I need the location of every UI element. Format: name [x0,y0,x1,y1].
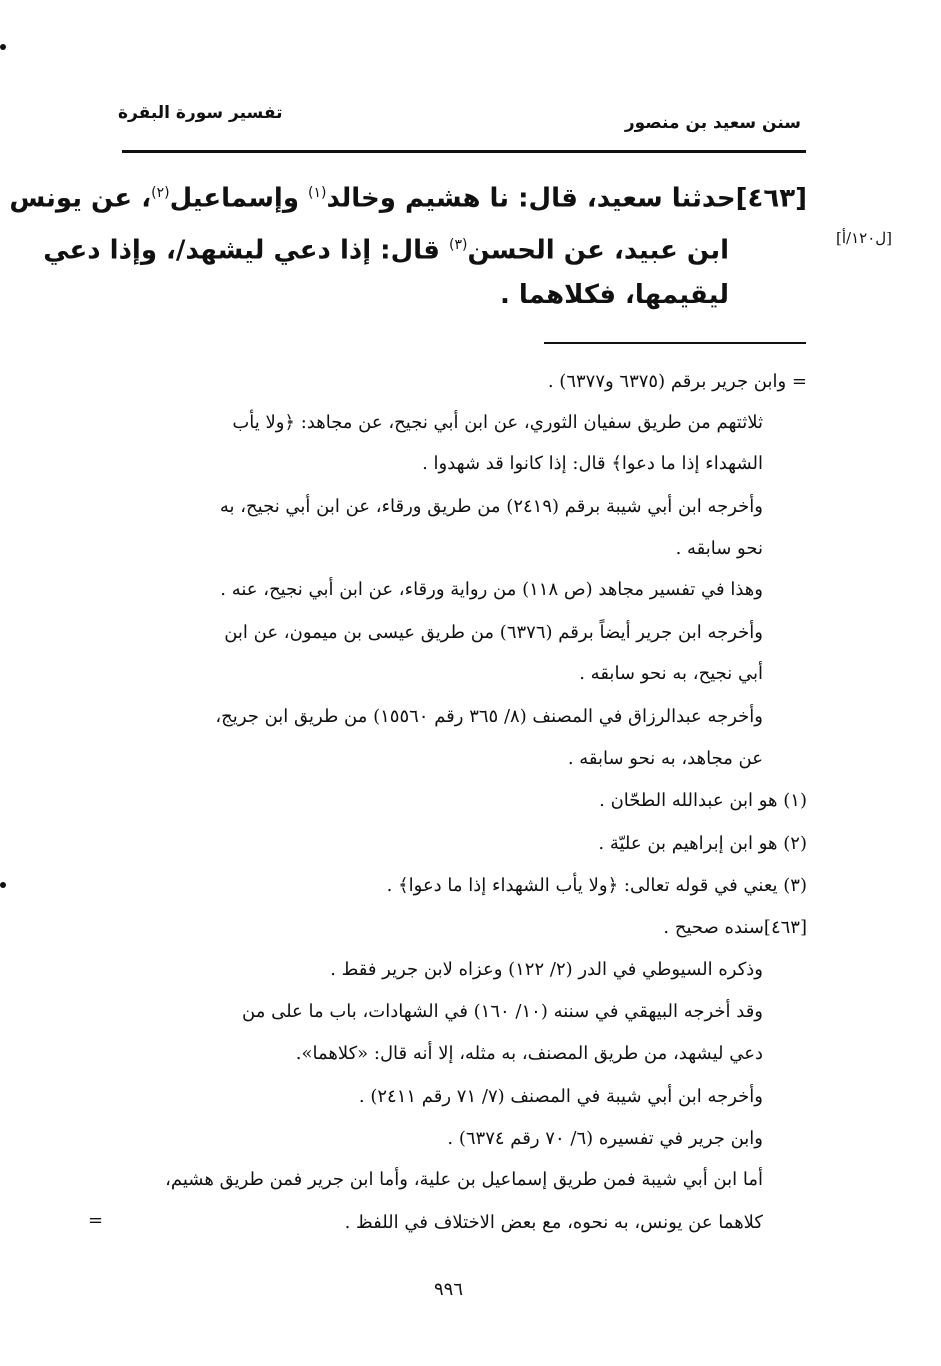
note-line: أبي نجيح، به نحو سابقه . [579,663,763,684]
note-line: وقد أخرجه البيهقي في سننه (١٠/ ١٦٠) في الشهادات، باب ما على من [242,1001,763,1022]
note-line: وابن جرير في تفسيره (٦/ ٧٠ رقم ٦٣٧٤) . [447,1128,763,1149]
hadith-matn-bold: إذا دعي ليشهد/، وإذا دعي [43,235,372,266]
footnote-2: (٢) هو ابن إبراهيم بن عليّة . [598,833,807,854]
header-rule [122,150,806,153]
margin-dot-top [0,44,6,50]
margin-dot-middle [0,882,6,888]
note-line: دعي ليشهد، من طريق المصنف، به مثله، إلا أنه قال: «كلاهما». [295,1043,763,1064]
note-line: نحو سابقه . [675,538,763,559]
footnote-3: (٣) يعني في قوله تعالى: ﴿ولا يأب الشهداء إذا ما دعوا﴾ . [386,875,807,896]
note-line: وأخرجه ابن جرير أيضاً برقم (٦٣٧٦) من طريق عيسى بن ميمون، عن ابن [224,622,763,643]
hadith-line-2: ابن عبيد، عن الحسن$^{(٣)}$ قال: إذا دعي ليشهد/، وإذا دعي [43,235,729,266]
note-line: عن مجاهد، به نحو سابقه . [567,748,763,769]
hadith-line-3: ليقيمها، فكلاهما . [499,280,729,310]
note-line: وذكره السيوطي في الدر (٢/ ١٢٢) وعزاه لابن جرير فقط . [330,959,763,980]
note-line: وأخرجه ابن أبي شيبة في المصنف (٧/ ٧١ رقم ٢٤١١) . [358,1086,763,1107]
note-line: أما ابن أبي شيبة فمن طريق إسماعيل بن علية، وأما ابن جرير فمن طريق هشيم، [165,1169,763,1190]
note-line: وأخرجه ابن أبي شيبة برقم (٢٤١٩) من طريق ورقاء، عن ابن أبي نجيح، به [219,496,763,517]
running-header-book-title: سنن سعيد بن منصور [624,113,801,133]
footnote-ref-2: (٢) [151,185,170,201]
takhrij-heading: [٤٦٣]سنده صحيح . [663,917,807,938]
footnote-rule [544,342,806,344]
hadith-number: [٤٦٣] [735,183,807,214]
footnote-1: (١) هو ابن عبدالله الطحّان . [599,790,807,811]
page-number: ٩٩٦ [434,1279,464,1300]
note-line: كلاهما عن يونس، به نحوه، مع بعض الاختلاف في اللفظ . [344,1212,763,1233]
footnote-ref-3: (٣) [448,237,468,253]
manuscript-folio-reference: [ل١٢٠/أ] [836,229,893,247]
hadith-line-1: [٤٦٣]حدثنا سعيد، قال: نا هشيم وخالد$^{(١)}$ وإسماعيل$^{(٢)}$، عن يونس [9,183,807,214]
continuation-mark: = [88,1210,104,1231]
note-line: = وابن جرير برقم (٦٣٧٥ و٦٣٧٧) . [547,371,807,392]
footnote-ref-1: (١) [308,185,327,201]
running-header-chapter-title: تفسير سورة البقرة [118,103,283,123]
note-line: وأخرجه عبدالرزاق في المصنف (٨/ ٣٦٥ رقم ١٥٥٦٠) من طريق ابن جريج، [215,706,763,727]
note-line: وهذا في تفسير مجاهد (ص ١١٨) من رواية ورقاء، عن ابن أبي نجيح، عنه . [220,579,763,600]
note-line: ثلاثتهم من طريق سفيان الثوري، عن ابن أبي نجيح، عن مجاهد: ﴿ولا يأب [232,412,763,433]
note-line: الشهداء إذا ما دعوا﴾ قال: إذا كانوا قد شهدوا . [422,453,763,474]
